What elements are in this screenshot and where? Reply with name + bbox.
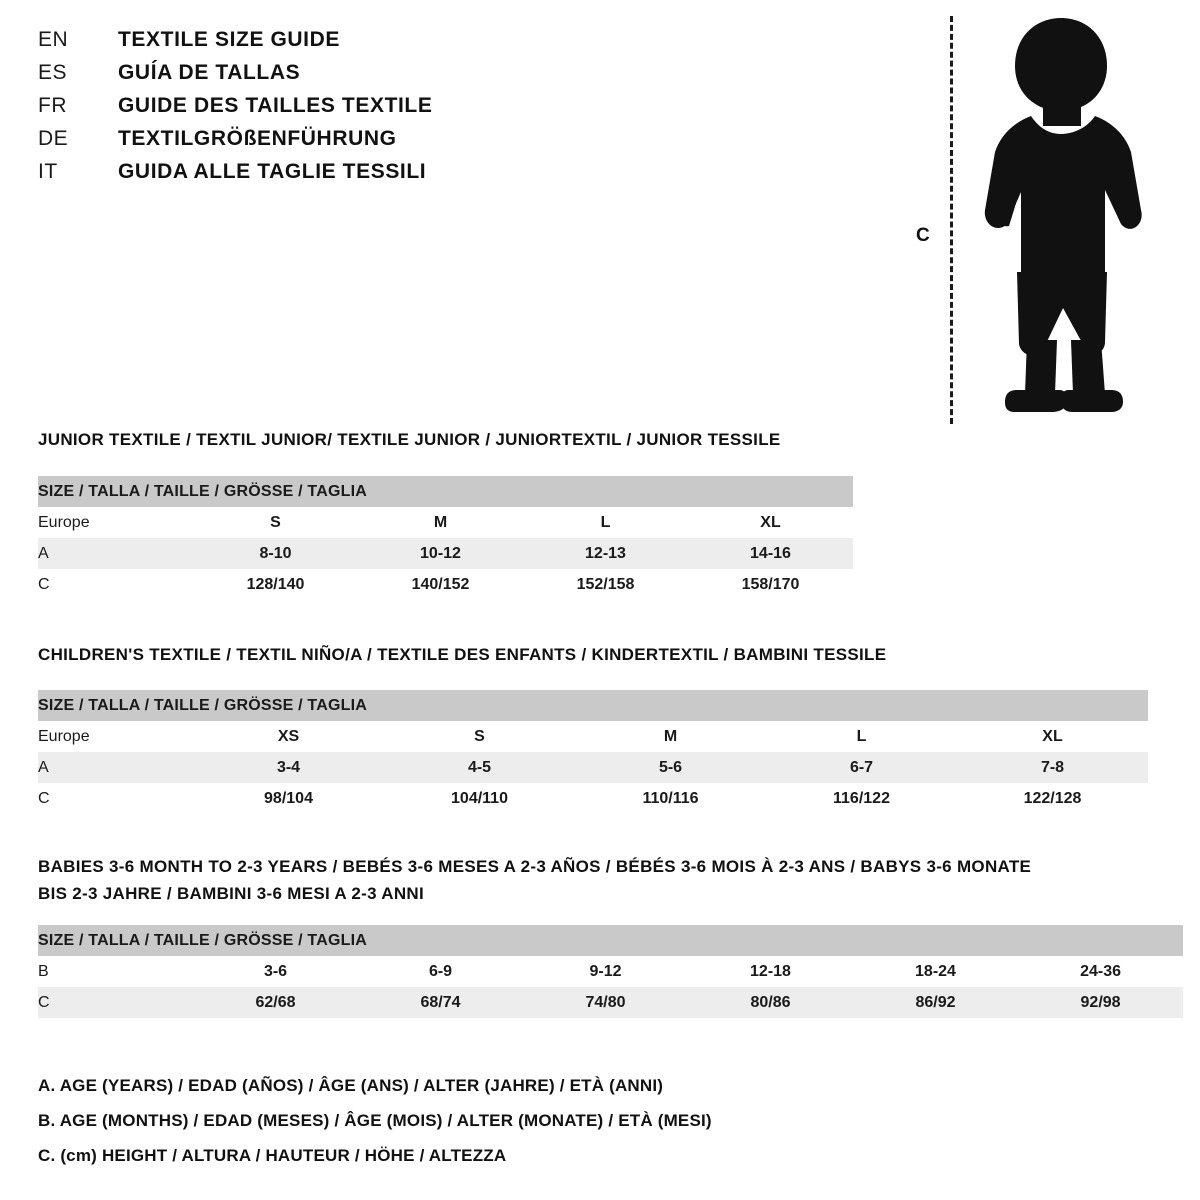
table-row	[38, 507, 853, 538]
cell-value: 18-24	[853, 956, 1018, 987]
cell-value: 5-6	[575, 752, 766, 783]
language-code: ES	[38, 61, 68, 84]
footnote-a: A. AGE (YEARS) / EDAD (AÑOS) / ÂGE (ANS) / ALTER (JAHRE) / ETÀ (ANNI)	[38, 1076, 664, 1095]
cell-value: 12-18	[688, 956, 853, 987]
section-title-junior: JUNIOR TEXTILE / TEXTIL JUNIOR/ TEXTILE JUNIOR / JUNIORTEXTIL / JUNIOR TESSILE	[38, 430, 781, 449]
child-silhouette-icon	[955, 10, 1145, 422]
section-title-children: CHILDREN'S TEXTILE / TEXTIL NIÑO/A / TEXTILE DES ENFANTS / KINDERTEXTIL / BAMBINI TESSILE	[38, 645, 887, 664]
language-row-de	[38, 127, 598, 160]
cell-value: S	[193, 507, 358, 538]
cell-value: L	[523, 507, 688, 538]
cell-value: 9-12	[523, 956, 688, 987]
table-header-band	[38, 925, 1183, 956]
cell-value: L	[766, 721, 957, 752]
cell-value: 140/152	[358, 569, 523, 600]
row-label: A	[38, 752, 193, 783]
language-row-it	[38, 160, 598, 193]
cell-value: 12-13	[523, 538, 688, 569]
row-label: C	[38, 987, 193, 1018]
table-header-band	[38, 476, 853, 507]
footnote-c: C. (cm) HEIGHT / ALTURA / HAUTEUR / HÖHE / ALTEZZA	[38, 1146, 507, 1165]
cell-value: 122/128	[957, 783, 1148, 814]
cell-value: 152/158	[523, 569, 688, 600]
language-title-block	[38, 28, 598, 193]
table-row	[38, 783, 1148, 814]
table-row	[38, 569, 853, 600]
language-title: TEXTILGRÖßENFÜHRUNG	[118, 127, 397, 150]
language-title: TEXTILE SIZE GUIDE	[118, 28, 340, 51]
language-title: GUIDA ALLE TAGLIE TESSILI	[118, 160, 427, 183]
cell-value: 128/140	[193, 569, 358, 600]
language-code: EN	[38, 28, 69, 51]
cell-value: 98/104	[193, 783, 384, 814]
table-row	[38, 987, 1183, 1018]
size-band-label: SIZE / TALLA / TAILLE / GRÖSSE / TAGLIA	[38, 476, 853, 507]
cell-value: 3-4	[193, 752, 384, 783]
table-row	[38, 538, 853, 569]
measure-label-c: C	[916, 225, 930, 246]
size-band-label: SIZE / TALLA / TAILLE / GRÖSSE / TAGLIA	[38, 925, 1183, 956]
cell-value: 110/116	[575, 783, 766, 814]
section-title-babies: BABIES 3-6 MONTH TO 2-3 YEARS / BEBÉS 3-6 MESES A 2-3 AÑOS / BÉBÉS 3-6 MOIS À 2-3 ANS / BABYS 3-6 MONATE BIS 2-3 JAHRE / BAMBINI 3-6 MESI A 2-3 ANNI	[38, 857, 1032, 903]
measure-dashed-line	[950, 16, 953, 424]
language-row-es	[38, 61, 598, 94]
language-code: FR	[38, 94, 67, 117]
language-code: IT	[38, 160, 58, 183]
cell-value: 158/170	[688, 569, 853, 600]
row-label: B	[38, 956, 193, 987]
language-code: DE	[38, 127, 69, 150]
cell-value: 116/122	[766, 783, 957, 814]
height-measure-figure	[900, 10, 1180, 425]
language-title: GUÍA DE TALLAS	[118, 61, 301, 84]
cell-value: XS	[193, 721, 384, 752]
cell-value: 24-36	[1018, 956, 1183, 987]
cell-value: 104/110	[384, 783, 575, 814]
table-row	[38, 956, 1183, 987]
row-label: C	[38, 783, 193, 814]
size-band-label: SIZE / TALLA / TAILLE / GRÖSSE / TAGLIA	[38, 690, 1148, 721]
row-label: A	[38, 538, 193, 569]
cell-value: 3-6	[193, 956, 358, 987]
row-label: C	[38, 569, 193, 600]
table-header-band	[38, 690, 1148, 721]
footnote-b: B. AGE (MONTHS) / EDAD (MESES) / ÂGE (MOIS) / ALTER (MONATE) / ETÀ (MESI)	[38, 1111, 712, 1130]
cell-value: M	[358, 507, 523, 538]
cell-value: XL	[957, 721, 1148, 752]
table-junior	[38, 476, 853, 600]
cell-value: 14-16	[688, 538, 853, 569]
cell-value: 4-5	[384, 752, 575, 783]
cell-value: 7-8	[957, 752, 1148, 783]
row-label: Europe	[38, 721, 193, 752]
cell-value: M	[575, 721, 766, 752]
cell-value: 92/98	[1018, 987, 1183, 1018]
cell-value: 80/86	[688, 987, 853, 1018]
footnotes-block	[38, 1068, 1038, 1173]
language-row-en	[38, 28, 598, 61]
cell-value: 6-9	[358, 956, 523, 987]
cell-value: 68/74	[358, 987, 523, 1018]
language-row-fr	[38, 94, 598, 127]
table-babies	[38, 925, 1183, 1018]
table-children	[38, 690, 1148, 814]
cell-value: 86/92	[853, 987, 1018, 1018]
table-row	[38, 752, 1148, 783]
row-label: Europe	[38, 507, 193, 538]
cell-value: 6-7	[766, 752, 957, 783]
cell-value: 8-10	[193, 538, 358, 569]
language-title: GUIDE DES TAILLES TEXTILE	[118, 94, 433, 117]
cell-value: 10-12	[358, 538, 523, 569]
cell-value: S	[384, 721, 575, 752]
table-row	[38, 721, 1148, 752]
cell-value: 74/80	[523, 987, 688, 1018]
cell-value: 62/68	[193, 987, 358, 1018]
cell-value: XL	[688, 507, 853, 538]
